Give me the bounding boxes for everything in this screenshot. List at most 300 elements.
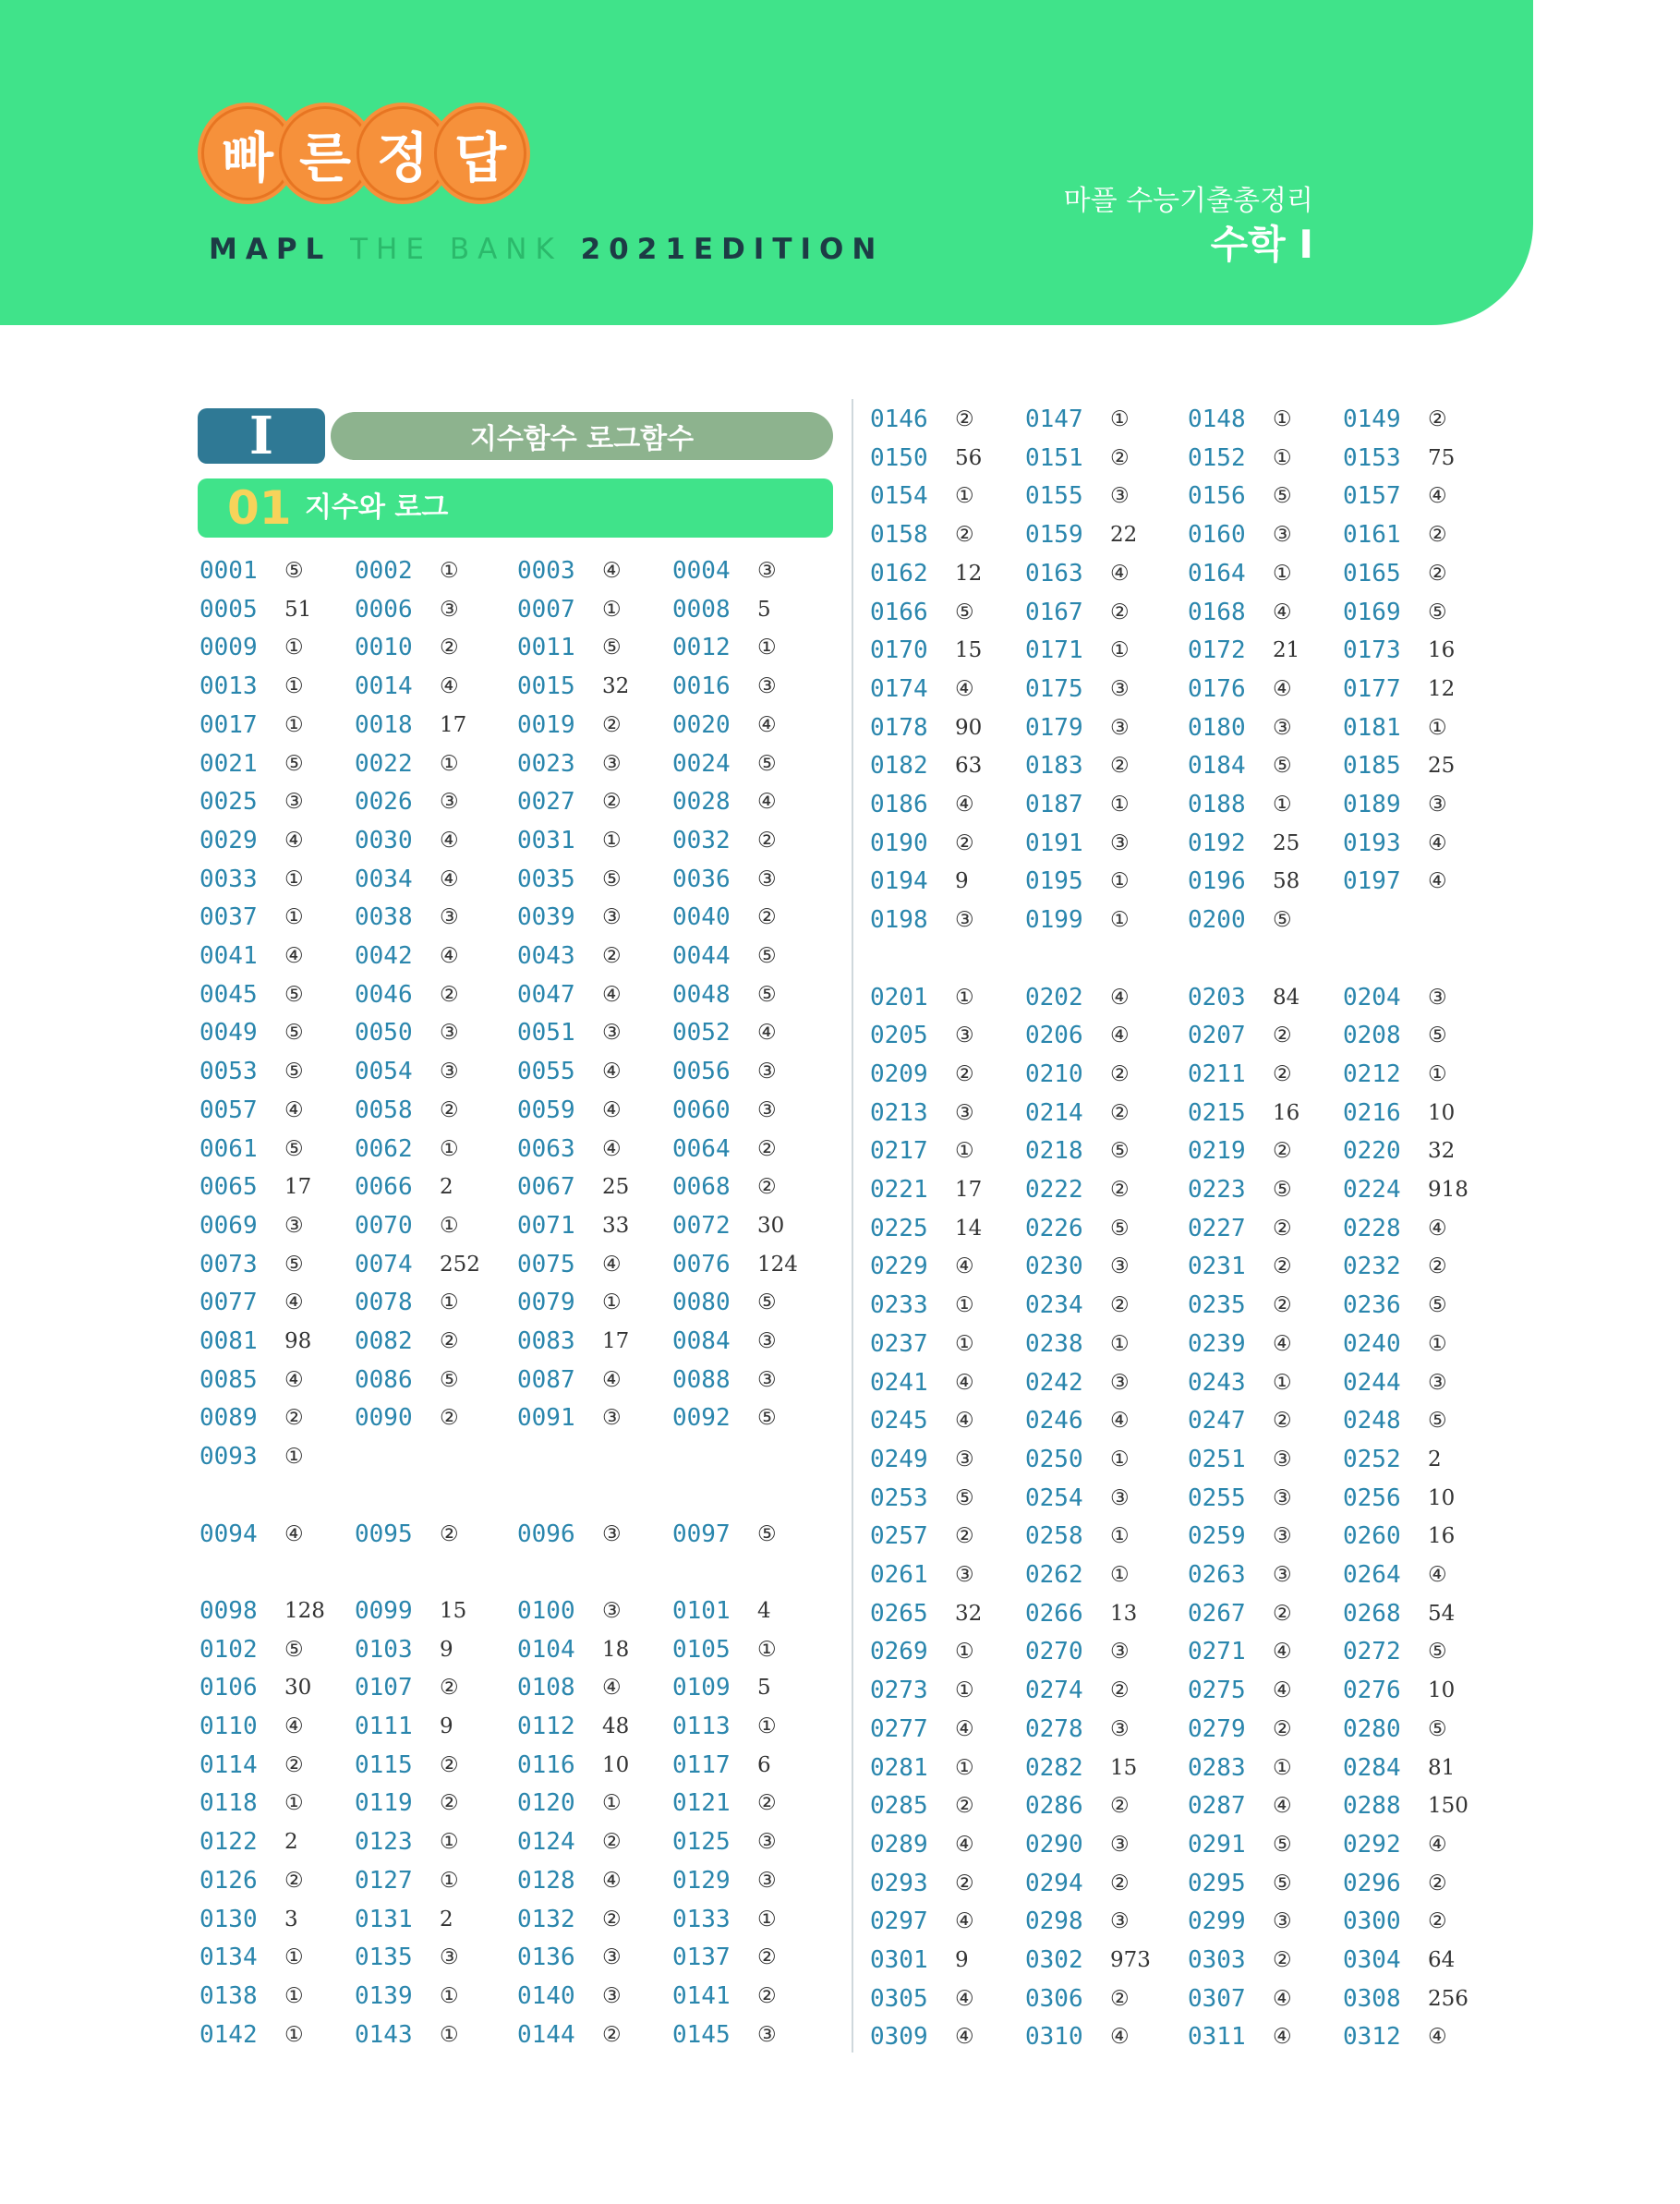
answer-value: ① <box>1428 1332 1447 1356</box>
answer-item <box>1343 1633 1447 1670</box>
answer-item <box>1025 1556 1130 1593</box>
answer-value: 58 <box>1273 869 1300 893</box>
answer-value: ③ <box>440 790 459 814</box>
answer-item <box>870 1518 974 1555</box>
answer-item <box>199 1901 298 1938</box>
question-number: 0272 <box>1343 1638 1401 1665</box>
question-number: 0223 <box>1188 1176 1246 1204</box>
answer-item <box>1343 1518 1455 1555</box>
question-number: 0063 <box>517 1135 575 1163</box>
question-number: 0237 <box>870 1330 928 1358</box>
answer-value: ③ <box>1110 1640 1130 1664</box>
question-number: 0143 <box>355 2021 413 2049</box>
answer-item <box>199 591 311 628</box>
question-number: 0233 <box>870 1291 928 1319</box>
question-number: 0199 <box>1025 906 1083 934</box>
answer-value: ④ <box>757 713 777 737</box>
answer-item <box>1188 594 1292 631</box>
question-number: 0262 <box>1025 1561 1083 1589</box>
answer-value: ③ <box>955 1563 974 1587</box>
question-number: 0153 <box>1343 444 1401 472</box>
answer-value: ① <box>1110 793 1130 817</box>
answer-value: ② <box>955 407 974 431</box>
question-number: 0170 <box>870 636 928 664</box>
answer-item <box>1025 632 1130 669</box>
answer-item <box>199 1747 304 1784</box>
answer-item <box>199 1207 304 1244</box>
answer-item <box>199 1823 298 1860</box>
answer-value: ④ <box>1273 1678 1292 1702</box>
answer-value: ① <box>284 636 304 660</box>
answer-item <box>1343 1017 1447 1054</box>
answer-value: ② <box>757 1137 777 1161</box>
question-number: 0114 <box>199 1751 258 1779</box>
answer-value: ④ <box>1273 1987 1292 2011</box>
question-number: 0278 <box>1025 1715 1083 1743</box>
answer-item <box>517 1014 622 1051</box>
question-number: 0009 <box>199 634 258 661</box>
answer-value: ① <box>284 1445 304 1469</box>
question-number: 0031 <box>517 827 575 854</box>
answer-value: ④ <box>284 1522 304 1546</box>
answer-item <box>870 1364 974 1401</box>
question-number: 0116 <box>517 1751 575 1779</box>
question-number: 0184 <box>1188 752 1246 780</box>
answer-value: ④ <box>602 1676 622 1700</box>
question-number: 0304 <box>1343 1946 1401 1974</box>
answer-value: ⑤ <box>284 752 304 776</box>
answer-value: 17 <box>955 1178 983 1202</box>
answer-item <box>1343 2018 1447 2055</box>
question-number: 0182 <box>870 752 928 780</box>
answer-value: 252 <box>440 1253 480 1277</box>
question-number: 0056 <box>672 1058 731 1085</box>
answer-item <box>1343 1480 1455 1517</box>
answer-value: ⑤ <box>757 1290 777 1314</box>
question-number: 0216 <box>1343 1099 1401 1127</box>
question-number: 0208 <box>1343 1022 1401 1049</box>
answer-value: ② <box>1273 1717 1292 1741</box>
answer-item <box>1025 1903 1130 1940</box>
question-number: 0225 <box>870 1215 928 1242</box>
answer-item <box>1188 1595 1292 1632</box>
answer-item <box>199 707 304 744</box>
question-number: 0298 <box>1025 1907 1083 1935</box>
answer-item <box>1188 1248 1292 1285</box>
answer-value: ④ <box>602 1137 622 1161</box>
question-number: 0203 <box>1188 984 1246 1011</box>
answer-item <box>870 1132 974 1169</box>
question-number: 0071 <box>517 1212 575 1240</box>
answer-item <box>1343 1942 1455 1979</box>
answer-item <box>199 1362 304 1399</box>
answer-item <box>672 591 771 628</box>
answer-value: ② <box>955 1871 974 1895</box>
answer-item <box>672 1362 777 1399</box>
answer-item <box>1188 747 1292 784</box>
badge-char: 답 <box>434 106 526 200</box>
answer-value: 10 <box>1428 1101 1456 1125</box>
answer-item <box>870 1287 974 1324</box>
question-number: 0299 <box>1188 1907 1246 1935</box>
answer-item <box>199 1014 304 1051</box>
question-number: 0161 <box>1343 521 1401 549</box>
answer-value: 5 <box>757 1676 771 1700</box>
answer-value: ② <box>284 1406 304 1430</box>
answer-item <box>517 1169 629 1205</box>
answer-item <box>517 1901 622 1938</box>
answer-value: ③ <box>1110 831 1130 855</box>
question-number: 0005 <box>199 596 258 624</box>
answer-item <box>517 1399 622 1436</box>
answer-item <box>199 1053 304 1090</box>
question-number: 0145 <box>672 2021 731 2049</box>
question-number: 0078 <box>355 1289 413 1316</box>
answer-value: ① <box>955 1678 974 1702</box>
answer-item <box>355 822 459 859</box>
answer-item <box>1025 1826 1130 1863</box>
question-number: 0122 <box>199 1828 258 1856</box>
answer-value: ① <box>284 1984 304 2008</box>
answer-item <box>1025 478 1130 515</box>
question-number: 0302 <box>1025 1946 1083 1974</box>
answer-item <box>355 629 459 666</box>
quick-answer-badge <box>201 103 526 203</box>
answer-item <box>355 861 459 898</box>
answer-item <box>1343 1402 1447 1439</box>
answer-item <box>517 1323 629 1360</box>
question-number: 0191 <box>1025 830 1083 857</box>
question-number: 0251 <box>1188 1446 1246 1473</box>
answer-item <box>1025 1480 1130 1517</box>
answer-item <box>870 1980 974 2017</box>
answer-value: ① <box>1273 446 1292 470</box>
answer-value: ① <box>1110 1524 1130 1548</box>
question-number: 0087 <box>517 1366 575 1394</box>
question-number: 0156 <box>1188 482 1246 510</box>
answer-item <box>672 1939 777 1976</box>
question-number: 0306 <box>1025 1985 1083 2013</box>
question-number: 0167 <box>1025 599 1083 626</box>
question-number: 0029 <box>199 827 258 854</box>
question-number: 0168 <box>1188 599 1246 626</box>
answer-value: 25 <box>1428 754 1456 778</box>
answer-value: ④ <box>284 1098 304 1122</box>
answer-item <box>199 629 304 666</box>
answer-item <box>355 1939 459 1976</box>
answer-item <box>1188 1132 1292 1169</box>
answer-value: ④ <box>284 1714 304 1738</box>
answer-value: ③ <box>440 1945 459 1969</box>
answer-item <box>1343 1595 1455 1632</box>
question-number: 0012 <box>672 634 731 661</box>
answer-item <box>672 1207 784 1244</box>
section-bar <box>198 478 833 538</box>
question-number: 0027 <box>517 788 575 816</box>
question-number: 0118 <box>199 1789 258 1817</box>
answer-value: ② <box>757 1791 777 1815</box>
question-number: 0270 <box>1025 1638 1083 1665</box>
answer-item <box>672 976 777 1013</box>
answer-value: ③ <box>757 1060 777 1084</box>
answer-item <box>355 1323 459 1360</box>
answer-item <box>672 899 777 936</box>
answer-value: 9 <box>955 869 969 893</box>
answer-value: ① <box>440 559 459 583</box>
question-number: 0183 <box>1025 752 1083 780</box>
answer-item <box>870 1326 974 1362</box>
answer-value: ② <box>602 790 622 814</box>
question-number: 0163 <box>1025 560 1083 587</box>
question-number: 0207 <box>1188 1022 1246 1049</box>
answer-item <box>1025 440 1130 477</box>
answer-item <box>1188 1750 1292 1786</box>
question-number: 0211 <box>1188 1060 1246 1088</box>
answer-value: 98 <box>284 1329 312 1353</box>
answer-item <box>1188 1903 1292 1940</box>
answer-value: ④ <box>1110 1023 1130 1048</box>
answer-item <box>517 1669 622 1706</box>
answer-item <box>672 822 777 859</box>
question-number: 0052 <box>672 1019 731 1047</box>
answer-item <box>1025 1672 1130 1709</box>
answer-value: ④ <box>955 1833 974 1857</box>
answer-item <box>355 1823 459 1860</box>
answer-item <box>1025 1633 1130 1670</box>
question-number: 0274 <box>1025 1677 1083 1704</box>
question-number: 0257 <box>870 1522 928 1550</box>
answer-item <box>1025 1942 1151 1979</box>
answer-value: ① <box>440 1984 459 2008</box>
answer-item <box>199 1284 304 1321</box>
answer-value: ④ <box>1428 831 1447 855</box>
answer-value: ③ <box>602 1522 622 1546</box>
answer-value: ⑤ <box>1428 1293 1447 1317</box>
answer-value: ⑤ <box>1273 754 1292 778</box>
question-number: 0242 <box>1025 1369 1083 1397</box>
answer-value: ① <box>1273 562 1292 586</box>
question-number: 0205 <box>870 1022 928 1049</box>
answer-value: ④ <box>602 1368 622 1392</box>
answer-value: ① <box>955 986 974 1010</box>
answer-item <box>355 745 459 782</box>
answer-value: ⑤ <box>757 752 777 776</box>
question-number: 0266 <box>1025 1600 1083 1628</box>
answer-value: ③ <box>757 1098 777 1122</box>
answer-item <box>1343 786 1447 823</box>
answer-item <box>1025 1095 1130 1132</box>
answer-item <box>1343 747 1455 784</box>
answer-item <box>870 478 974 515</box>
question-number: 0085 <box>199 1366 258 1394</box>
question-number: 0151 <box>1025 444 1083 472</box>
answer-item <box>1188 1980 1292 2017</box>
answer-value: ④ <box>1110 562 1130 586</box>
answer-item <box>1188 979 1299 1016</box>
answer-item <box>199 745 304 782</box>
answer-item <box>1188 2018 1292 2055</box>
series-subtitle: 마플 수능기출총정리 <box>1063 185 1313 217</box>
question-number: 0104 <box>517 1636 575 1664</box>
question-number: 0264 <box>1343 1561 1401 1589</box>
answer-item <box>199 1246 304 1283</box>
answer-item <box>355 1092 459 1129</box>
answer-value: ③ <box>1273 716 1292 740</box>
answer-value: ③ <box>757 1869 777 1893</box>
answer-value: ⑤ <box>284 559 304 583</box>
question-number: 0250 <box>1025 1446 1083 1473</box>
question-number: 0160 <box>1188 521 1246 549</box>
question-number: 0309 <box>870 2023 928 2051</box>
answer-value: ③ <box>602 1984 622 2008</box>
answer-item <box>870 979 974 1016</box>
question-number: 0125 <box>672 1828 731 1856</box>
answer-item <box>870 786 974 823</box>
question-number: 0115 <box>355 1751 413 1779</box>
answer-value: ⑤ <box>757 1522 777 1546</box>
answer-item <box>355 1901 453 1938</box>
question-number: 0067 <box>517 1173 575 1201</box>
answer-value: ② <box>602 1830 622 1854</box>
answer-value: ⑤ <box>1110 1217 1130 1241</box>
question-number: 0045 <box>199 981 258 1009</box>
answer-value: ③ <box>1273 1524 1292 1548</box>
answer-item <box>672 1053 777 1090</box>
answer-value: ② <box>757 1175 777 1199</box>
question-number: 0022 <box>355 750 413 778</box>
question-number: 0269 <box>870 1638 928 1665</box>
question-number: 0181 <box>1343 714 1401 742</box>
question-number: 0175 <box>1025 675 1083 703</box>
answer-value: ① <box>284 713 304 737</box>
question-number: 0247 <box>1188 1407 1246 1435</box>
question-number: 0024 <box>672 750 731 778</box>
question-number: 0050 <box>355 1019 413 1047</box>
answer-value: ① <box>1273 407 1292 431</box>
question-number: 0281 <box>870 1754 928 1782</box>
answer-item <box>517 1823 622 1860</box>
answer-item <box>870 1210 982 1247</box>
answer-value: ① <box>1110 1447 1130 1471</box>
question-number: 0193 <box>1343 830 1401 857</box>
answer-value: 9 <box>440 1638 453 1662</box>
answer-item <box>1188 1942 1292 1979</box>
question-number: 0019 <box>517 711 575 739</box>
answer-item <box>199 1785 304 1822</box>
answer-value: ④ <box>955 1254 974 1278</box>
answer-value: ① <box>757 1714 777 1738</box>
question-number: 0138 <box>199 1982 258 2010</box>
answer-value: ② <box>955 1794 974 1818</box>
answer-item <box>870 1750 974 1786</box>
answer-item <box>672 629 777 666</box>
answer-item <box>517 1939 622 1976</box>
question-number: 0197 <box>1343 867 1401 895</box>
answer-value: ③ <box>1273 1447 1292 1471</box>
answer-item <box>1343 1672 1455 1709</box>
answer-item <box>1343 1980 1468 2017</box>
answer-item <box>1025 1326 1130 1362</box>
answer-item <box>517 745 622 782</box>
answer-item <box>1188 1364 1292 1401</box>
answer-item <box>1188 863 1299 900</box>
answer-value: ③ <box>440 598 459 622</box>
answer-value: ④ <box>602 1869 622 1893</box>
answer-value: ⑤ <box>284 1021 304 1045</box>
answer-value: 54 <box>1428 1602 1456 1626</box>
badge-char: 빠 <box>201 106 294 200</box>
question-number: 0263 <box>1188 1561 1246 1589</box>
question-number: 0155 <box>1025 482 1083 510</box>
answer-value: 63 <box>955 754 983 778</box>
answer-value: ① <box>757 1907 777 1932</box>
question-number: 0271 <box>1188 1638 1246 1665</box>
answer-item <box>1343 979 1447 1016</box>
answer-value: ① <box>1110 1332 1130 1356</box>
answer-value: ③ <box>1273 523 1292 547</box>
answer-item <box>672 1747 771 1784</box>
answer-item <box>1343 1364 1447 1401</box>
question-number: 0285 <box>870 1792 928 1820</box>
answer-item <box>1025 1865 1130 1902</box>
question-number: 0297 <box>870 1907 928 1935</box>
edition-series: THE BANK <box>350 233 562 266</box>
answer-item <box>517 668 629 705</box>
answer-item <box>199 938 304 975</box>
question-number: 0119 <box>355 1789 413 1817</box>
question-number: 0158 <box>870 521 928 549</box>
answer-item <box>672 1978 777 2015</box>
answer-value: ③ <box>602 905 622 929</box>
answer-value: ① <box>602 598 622 622</box>
answer-value: ⑤ <box>955 1486 974 1510</box>
answer-item <box>199 1399 304 1436</box>
answer-value: 10 <box>1428 1678 1456 1702</box>
answer-item <box>199 1092 304 1129</box>
question-number: 0039 <box>517 903 575 931</box>
answer-item <box>1188 555 1292 592</box>
question-number: 0282 <box>1025 1754 1083 1782</box>
answer-item <box>517 976 622 1013</box>
answer-value: ④ <box>955 677 974 701</box>
question-number: 0015 <box>517 672 575 700</box>
answer-value: ② <box>1273 1139 1292 1163</box>
question-number: 0217 <box>870 1137 928 1165</box>
answer-item <box>672 552 777 589</box>
question-number: 0276 <box>1343 1677 1401 1704</box>
question-number: 0131 <box>355 1906 413 1933</box>
answer-item <box>870 1171 982 1208</box>
answer-item <box>355 938 459 975</box>
answer-item <box>199 552 304 589</box>
question-number: 0290 <box>1025 1831 1083 1859</box>
answer-value: ② <box>1273 1062 1292 1086</box>
answer-value: ① <box>1273 1371 1292 1395</box>
answer-item <box>672 1131 777 1168</box>
answer-value: ① <box>1110 638 1130 662</box>
question-number: 0303 <box>1188 1946 1246 1974</box>
answer-value: ① <box>602 1791 622 1815</box>
answer-value: ③ <box>757 674 777 698</box>
question-number: 0120 <box>517 1789 575 1817</box>
answer-value: ② <box>1273 1023 1292 1048</box>
answer-value: ② <box>440 1329 459 1353</box>
answer-item <box>1188 1480 1292 1517</box>
question-number: 0238 <box>1025 1330 1083 1358</box>
question-number: 0129 <box>672 1867 731 1895</box>
answer-item <box>199 861 304 898</box>
edition-brand: MAPL <box>209 233 332 266</box>
